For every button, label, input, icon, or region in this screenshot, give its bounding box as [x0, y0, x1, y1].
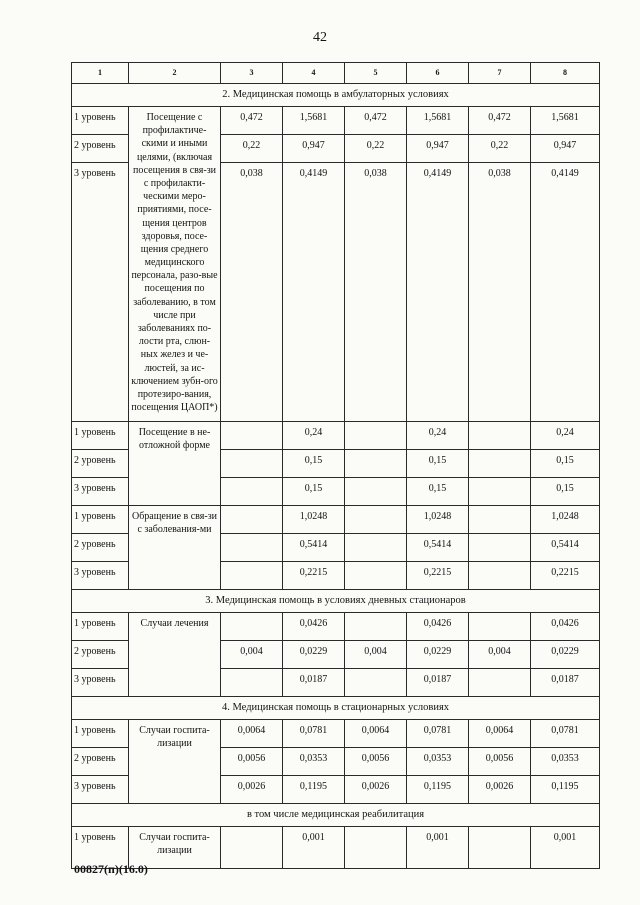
value-cell [469, 534, 531, 562]
value-cell: 0,15 [407, 478, 469, 506]
value-cell: 0,0056 [469, 748, 531, 776]
value-cell: 0,038 [345, 163, 407, 422]
table-row [72, 422, 600, 450]
value-cell: 0,1195 [407, 776, 469, 804]
section-title-inpatient: 4. Медицинская помощь в стационарных условиях [72, 697, 600, 720]
value-cell: 0,2215 [407, 562, 469, 590]
value-cell: 0,0426 [407, 613, 469, 641]
value-cell: 0,004 [469, 641, 531, 669]
section-row [72, 804, 600, 827]
value-cell: 0,947 [407, 135, 469, 163]
value-cell: 0,0229 [531, 641, 600, 669]
value-cell: 0,15 [407, 450, 469, 478]
value-cell: 0,22 [469, 135, 531, 163]
header-cell: 4 [283, 63, 345, 84]
table-row [72, 827, 600, 869]
value-cell: 0,4149 [283, 163, 345, 422]
value-cell: 1,5681 [283, 107, 345, 135]
value-cell: 0,15 [283, 450, 345, 478]
value-cell [469, 562, 531, 590]
value-cell [469, 669, 531, 697]
value-cell: 0,4149 [407, 163, 469, 422]
level-cell: 3 уровень [72, 478, 129, 506]
value-cell: 0,2215 [531, 562, 600, 590]
level-cell: 1 уровень [72, 827, 129, 869]
section-title-day-hospital: 3. Медицинская помощь в условиях дневных стационаров [72, 590, 600, 613]
value-cell [221, 478, 283, 506]
value-cell: 0,0026 [221, 776, 283, 804]
value-cell: 0,038 [469, 163, 531, 422]
level-cell: 3 уровень [72, 669, 129, 697]
description-cell: Посещение в не-отложной форме [129, 422, 221, 506]
value-cell: 0,24 [531, 422, 600, 450]
level-cell: 2 уровень [72, 135, 129, 163]
value-cell: 0,0026 [345, 776, 407, 804]
description-cell: Посещение с профилактиче-скими и иными целями, (включая посещения в свя-зи с профилакти-ческими меро-приятиями, посе-щения центров здоровья, посе-щения среднего медицинского персонала, разо-вые посещения по заболеванию, в том числе при заболеваниях по-лости рта, слюн-ных желез и че-люстей, за ис-ключением зубн-ого протезиро-вания, посещения ЦАОП*) [129, 107, 221, 422]
value-cell: 0,472 [221, 107, 283, 135]
value-cell: 0,0064 [469, 720, 531, 748]
value-cell: 0,2215 [283, 562, 345, 590]
value-cell: 0,5414 [531, 534, 600, 562]
value-cell: 0,004 [221, 641, 283, 669]
level-cell: 2 уровень [72, 534, 129, 562]
value-cell: 0,0781 [283, 720, 345, 748]
section-row [72, 84, 600, 107]
level-cell: 1 уровень [72, 720, 129, 748]
level-cell: 2 уровень [72, 450, 129, 478]
value-cell [221, 827, 283, 869]
header-cell: 1 [72, 63, 129, 84]
header-cell: 3 [221, 63, 283, 84]
value-cell: 0,4149 [531, 163, 600, 422]
value-cell [345, 506, 407, 534]
value-cell: 0,038 [221, 163, 283, 422]
table-row [72, 720, 600, 748]
value-cell: 0,001 [407, 827, 469, 869]
description-cell: Обращение в свя-зи с заболевания-ми [129, 506, 221, 590]
level-cell: 3 уровень [72, 163, 129, 422]
value-cell: 0,15 [283, 478, 345, 506]
value-cell: 0,22 [221, 135, 283, 163]
value-cell [345, 534, 407, 562]
description-cell: Случаи госпита-лизации [129, 720, 221, 804]
value-cell: 0,001 [283, 827, 345, 869]
coefficients-table [71, 62, 600, 869]
value-cell: 0,5414 [283, 534, 345, 562]
level-cell: 3 уровень [72, 562, 129, 590]
value-cell: 0,0353 [407, 748, 469, 776]
header-cell: 7 [469, 63, 531, 84]
level-cell: 3 уровень [72, 776, 129, 804]
table-row [72, 506, 600, 534]
level-cell: 1 уровень [72, 422, 129, 450]
value-cell: 0,0426 [531, 613, 600, 641]
value-cell: 0,22 [345, 135, 407, 163]
table-row [72, 613, 600, 641]
value-cell: 0,1195 [531, 776, 600, 804]
level-cell: 2 уровень [72, 748, 129, 776]
value-cell [345, 422, 407, 450]
value-cell: 0,001 [531, 827, 600, 869]
value-cell [345, 478, 407, 506]
value-cell: 0,0353 [531, 748, 600, 776]
level-cell: 1 уровень [72, 107, 129, 135]
level-cell: 1 уровень [72, 506, 129, 534]
value-cell: 0,0187 [531, 669, 600, 697]
value-cell: 0,24 [283, 422, 345, 450]
value-cell: 0,0056 [221, 748, 283, 776]
page-number: 42 [313, 30, 327, 45]
value-cell [469, 478, 531, 506]
value-cell [345, 562, 407, 590]
value-cell: 0,0353 [283, 748, 345, 776]
value-cell: 1,5681 [407, 107, 469, 135]
value-cell: 0,0781 [531, 720, 600, 748]
section-title-rehabilitation: в том числе медицинская реабилитация [72, 804, 600, 827]
value-cell: 0,0187 [407, 669, 469, 697]
value-cell: 0,5414 [407, 534, 469, 562]
header-cell: 6 [407, 63, 469, 84]
value-cell: 1,0248 [531, 506, 600, 534]
value-cell: 0,947 [531, 135, 600, 163]
value-cell [469, 613, 531, 641]
header-cell: 8 [531, 63, 600, 84]
description-cell: Случаи госпита-лизации [129, 827, 221, 869]
value-cell [221, 450, 283, 478]
value-cell: 0,0426 [283, 613, 345, 641]
value-cell: 0,472 [469, 107, 531, 135]
value-cell: 0,0064 [221, 720, 283, 748]
value-cell [345, 613, 407, 641]
section-title-outpatient: 2. Медицинская помощь в амбулаторных условиях [72, 84, 600, 107]
section-row [72, 590, 600, 613]
value-cell: 0,0026 [469, 776, 531, 804]
value-cell: 0,0056 [345, 748, 407, 776]
value-cell: 0,947 [283, 135, 345, 163]
value-cell [469, 827, 531, 869]
header-row [72, 63, 600, 84]
document-code: 00827(п)(16.0) [74, 862, 148, 876]
value-cell: 0,1195 [283, 776, 345, 804]
value-cell: 1,0248 [407, 506, 469, 534]
value-cell [345, 827, 407, 869]
description-cell: Случаи лечения [129, 613, 221, 697]
value-cell: 0,004 [345, 641, 407, 669]
value-cell: 0,472 [345, 107, 407, 135]
level-cell: 1 уровень [72, 613, 129, 641]
value-cell: 0,15 [531, 450, 600, 478]
table-row [72, 107, 600, 135]
level-cell: 2 уровень [72, 641, 129, 669]
value-cell: 0,0187 [283, 669, 345, 697]
value-cell [221, 534, 283, 562]
value-cell [221, 669, 283, 697]
value-cell [469, 422, 531, 450]
value-cell [221, 422, 283, 450]
value-cell [469, 506, 531, 534]
value-cell [345, 450, 407, 478]
value-cell [469, 450, 531, 478]
value-cell [345, 669, 407, 697]
header-cell: 5 [345, 63, 407, 84]
value-cell [221, 562, 283, 590]
value-cell: 0,24 [407, 422, 469, 450]
value-cell: 0,15 [531, 478, 600, 506]
section-row [72, 697, 600, 720]
value-cell: 0,0229 [283, 641, 345, 669]
value-cell: 1,5681 [531, 107, 600, 135]
value-cell: 1,0248 [283, 506, 345, 534]
value-cell: 0,0781 [407, 720, 469, 748]
value-cell [221, 506, 283, 534]
value-cell: 0,0064 [345, 720, 407, 748]
header-cell: 2 [129, 63, 221, 84]
value-cell: 0,0229 [407, 641, 469, 669]
value-cell [221, 613, 283, 641]
